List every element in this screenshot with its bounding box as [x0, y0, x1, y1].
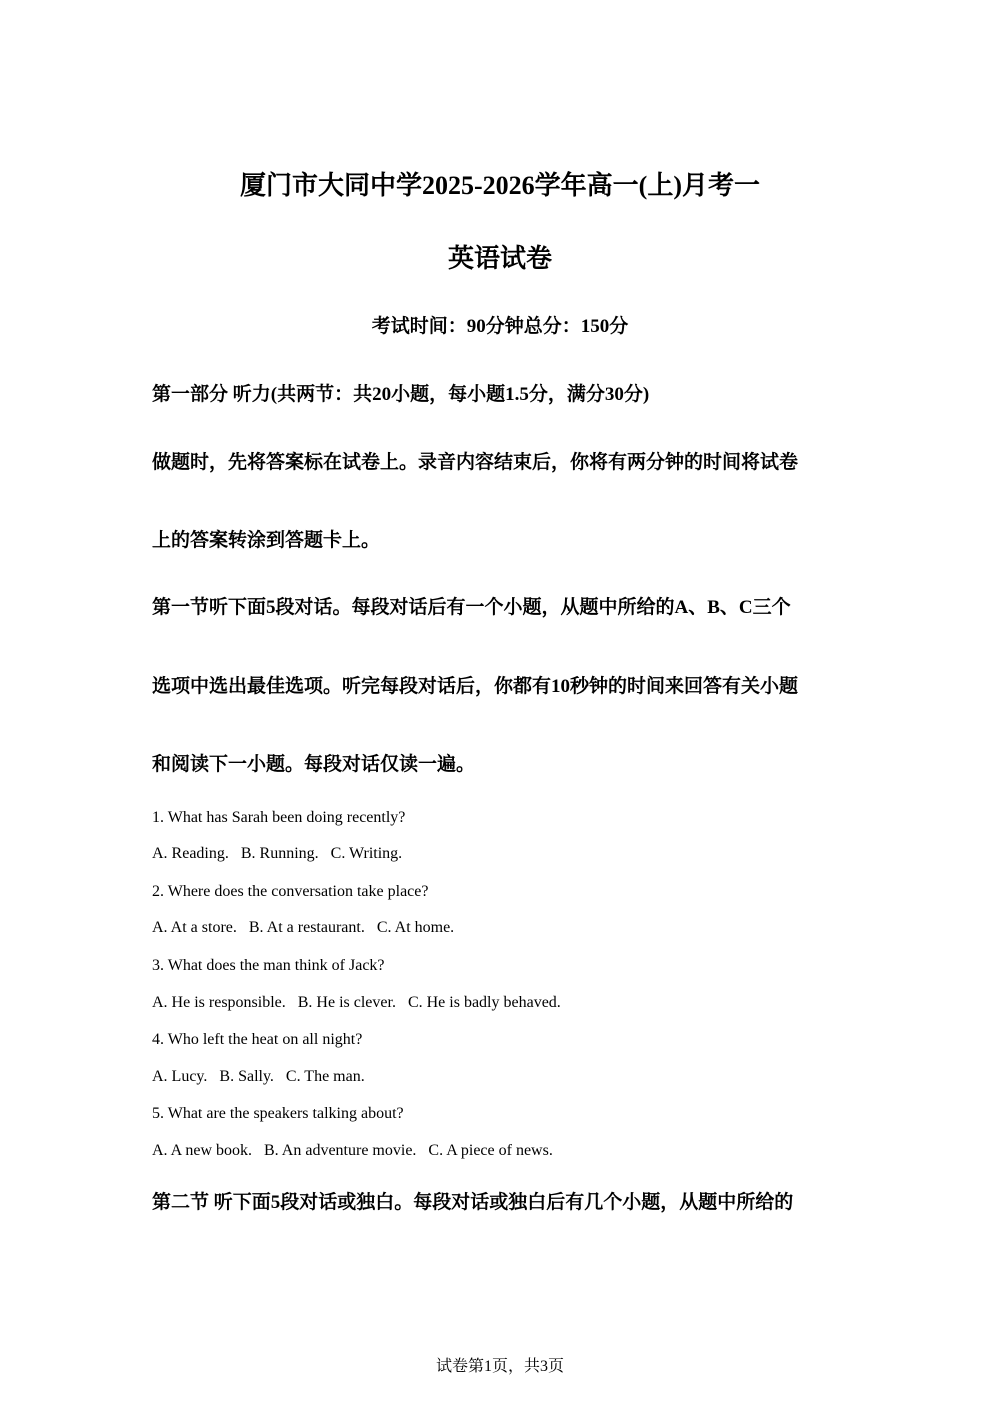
question-5-options: A. A new book. B. An adventure movie. C. A piece of news.: [152, 1142, 553, 1159]
section1-intro-line2: 选项中选出最佳选项。听完每段对话后，你都有10秒钟的时间来回答有关小题: [152, 676, 799, 697]
section1-intro-line1: 第一节听下面5段对话。每段对话后有一个小题，从题中所给的A、B、C三个: [152, 597, 791, 618]
question-3-options: A. He is responsible. B. He is clever. C. He is badly behaved.: [152, 994, 561, 1011]
question-4-stem: 4. Who left the heat on all night?: [152, 1031, 363, 1048]
section2-intro-line1: 第二节 听下面5段对话或独白。每段对话或独白后有几个小题，从题中所给的: [152, 1192, 794, 1213]
exam-subject: 英语试卷: [447, 244, 552, 273]
question-4-options: A. Lucy. B. Sally. C. The man.: [152, 1068, 365, 1085]
part1-heading: 第一部分 听力(共两节：共20小题，每小题1.5分，满分30分): [152, 384, 650, 405]
question-1-stem: 1. What has Sarah been doing recently?: [152, 809, 406, 826]
page-footer: 试卷第1页，共3页: [435, 1358, 564, 1375]
question-1-options: A. Reading. B. Running. C. Writing.: [152, 845, 403, 862]
question-3-stem: 3. What does the man think of Jack?: [152, 957, 385, 974]
exam-title: 厦门市大同中学2025-2026学年高一(上)月考一: [240, 171, 760, 200]
question-2-options: A. At a store. B. At a restaurant. C. At home.: [152, 919, 455, 936]
section1-intro-line3: 和阅读下一小题。每段对话仅读一遍。: [152, 754, 476, 775]
question-2-stem: 2. Where does the conversation take place?: [152, 883, 429, 900]
part1-instruction-line2: 上的答案转涂到答题卡上。: [152, 530, 381, 551]
question-5-stem: 5. What are the speakers talking about?: [152, 1105, 404, 1122]
part1-instruction-line1: 做题时，先将答案标在试卷上。录音内容结束后，你将有两分钟的时间将试卷: [152, 452, 799, 473]
exam-info: 考试时间：90分钟总分：150分: [371, 316, 629, 337]
